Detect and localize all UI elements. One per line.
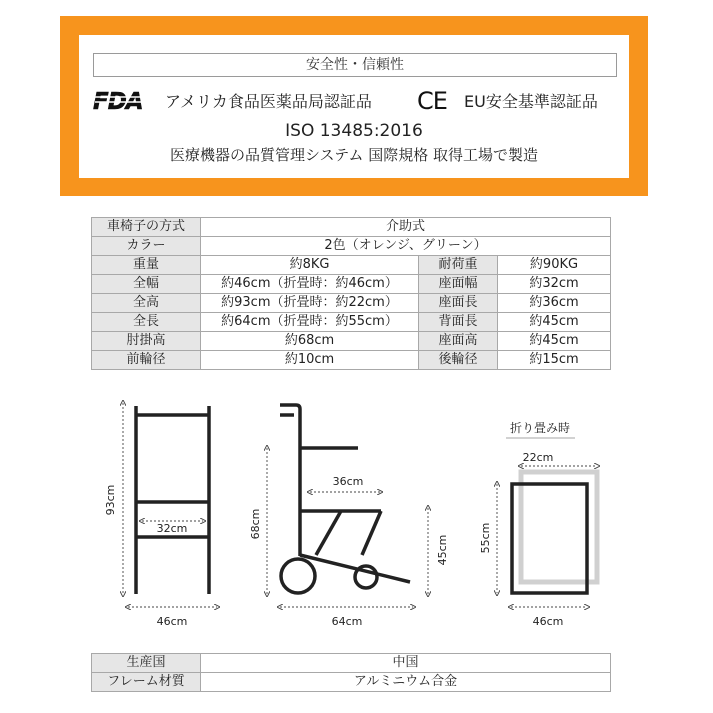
side-view-dimensions xyxy=(267,448,428,607)
spec-table xyxy=(91,217,611,370)
side-length-label: 64cm xyxy=(331,615,363,628)
side-seat-length-label: 36cm xyxy=(332,475,364,488)
spec-color-value: 2色（オレンジ、グリーン） xyxy=(201,237,611,256)
front-seat-width-label: 32cm xyxy=(156,522,188,535)
spec-label: 座面高 xyxy=(419,332,498,351)
ce-certification-text: EU安全基準認証品 xyxy=(464,92,598,111)
country-label: 生産国 xyxy=(92,654,201,673)
folded-height-label: 55cm xyxy=(479,522,492,554)
folded-depth-label: 22cm xyxy=(522,451,554,464)
table-row xyxy=(92,351,611,370)
folded-width-label: 46cm xyxy=(532,615,564,628)
spec-color-label: カラー xyxy=(92,237,201,256)
table-row xyxy=(92,654,611,673)
table-row xyxy=(92,275,611,294)
side-seat-height-label: 45cm xyxy=(436,534,449,566)
table-row xyxy=(92,673,611,692)
table-row xyxy=(92,313,611,332)
side-armrest-label: 68cm xyxy=(249,508,262,540)
spec-value: 約90KG xyxy=(498,256,611,275)
certification-row xyxy=(93,87,615,115)
ce-logo-icon: CE xyxy=(417,87,447,115)
certification-title: 安全性・信頼性 xyxy=(93,53,617,77)
spec-label: 全長 xyxy=(92,313,201,332)
table-row xyxy=(92,332,611,351)
front-height-label: 93cm xyxy=(104,484,117,516)
frame-material-label: フレーム材質 xyxy=(92,673,201,692)
spec-label: 肘掛高 xyxy=(92,332,201,351)
side-view-drawing xyxy=(280,405,410,593)
spec-value: 約46cm（折畳時：約46cm） xyxy=(201,275,419,294)
spec-label: 後輪径 xyxy=(419,351,498,370)
spec-label: 全高 xyxy=(92,294,201,313)
spec-label: 全幅 xyxy=(92,275,201,294)
spec-value: 約10cm xyxy=(201,351,419,370)
table-row xyxy=(92,294,611,313)
fda-logo-icon xyxy=(93,88,157,114)
dimension-diagram xyxy=(0,395,713,635)
country-value: 中国 xyxy=(201,654,611,673)
certification-banner xyxy=(60,16,648,196)
spec-value: 約8KG xyxy=(201,256,419,275)
fda-certification-text: アメリカ食品医薬品局認証品 xyxy=(165,92,372,111)
spec-label: 座面長 xyxy=(419,294,498,313)
front-width-label: 46cm xyxy=(156,615,188,628)
spec-value: 約45cm xyxy=(498,332,611,351)
certification-panel xyxy=(79,35,629,178)
spec-type-value: 介助式 xyxy=(201,218,611,237)
spec-value: 約45cm xyxy=(498,313,611,332)
spec-value: 約36cm xyxy=(498,294,611,313)
spec-label: 座面幅 xyxy=(419,275,498,294)
table-row xyxy=(92,256,611,275)
front-view-drawing xyxy=(136,406,209,594)
folded-title: 折り畳み時 xyxy=(509,421,571,435)
origin-table xyxy=(91,653,611,692)
spec-value: 約68cm xyxy=(201,332,419,351)
spec-value: 約93cm（折畳時：約22cm） xyxy=(201,294,419,313)
iso-standard: ISO 13485:2016 xyxy=(285,121,423,141)
spec-row-color xyxy=(92,237,611,256)
spec-value: 約15cm xyxy=(498,351,611,370)
spec-type-label: 車椅子の方式 xyxy=(92,218,201,237)
iso-description: 医療機器の品質管理システム 国際規格 取得工場で製造 xyxy=(169,146,539,164)
spec-row-type xyxy=(92,218,611,237)
spec-value: 約32cm xyxy=(498,275,611,294)
svg-text:FDA: FDA xyxy=(93,89,143,114)
spec-label: 背面長 xyxy=(419,313,498,332)
frame-material-value: アルミニウム合金 xyxy=(201,673,611,692)
spec-label: 前輪径 xyxy=(92,351,201,370)
spec-label: 耐荷重 xyxy=(419,256,498,275)
spec-value: 約64cm（折畳時：約55cm） xyxy=(201,313,419,332)
spec-label: 重量 xyxy=(92,256,201,275)
